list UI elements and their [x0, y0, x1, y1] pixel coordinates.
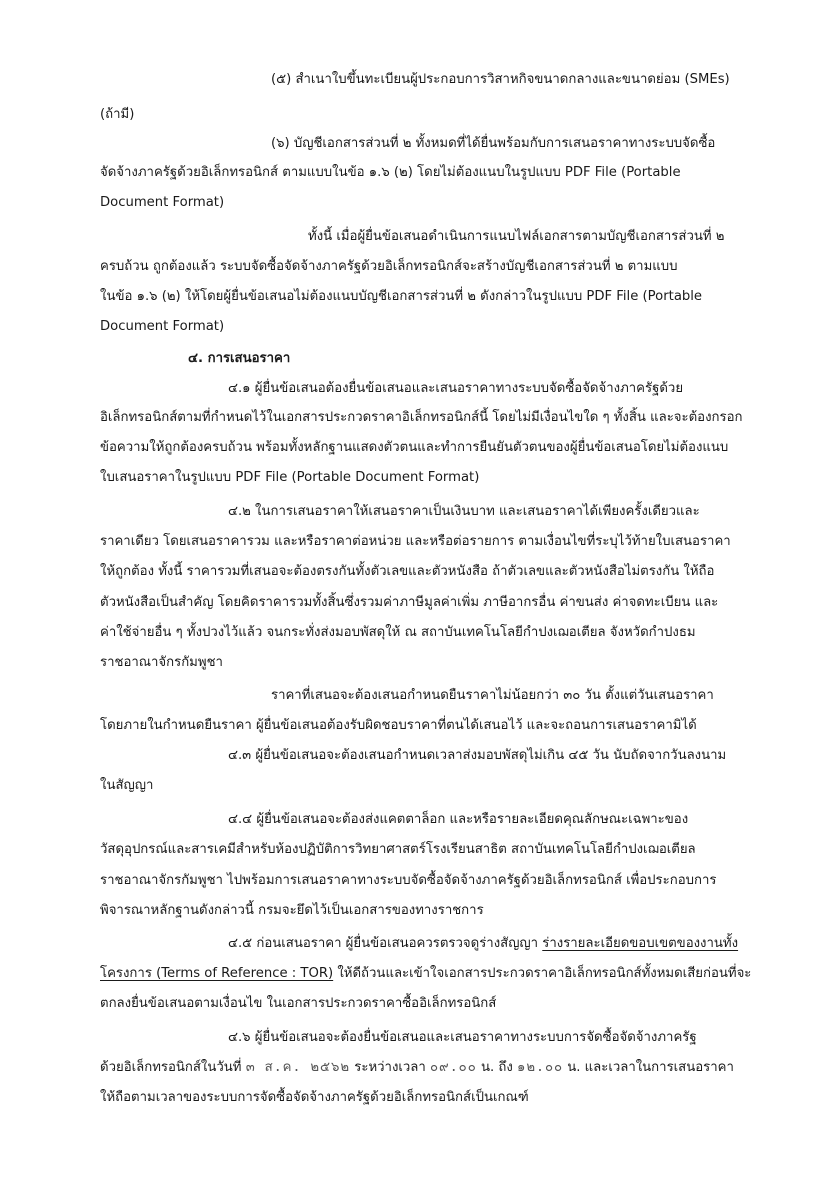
s41-line-2: อิเล็กทรอนิกส์ตามที่กำหนดไว้ในเอกสารประกวดราคาอิเล็กทรอนิกส์นี้ โดยไม่มีเงื่อนไขใด ๆ ทั้งสิ้น และจะต้องกรอก	[100, 410, 743, 425]
s42-line-1: ๔.๒ ในการเสนอราคาให้เสนอราคาเป็นเงินบาท และเสนอราคาได้เพียงครั้งเดียวและ	[228, 504, 700, 519]
date-stamp: ๓ ส.ค. ๒๕๖๒	[245, 1060, 351, 1075]
s42-validity-line-2: โดยภายในกำหนดยืนราคา ผู้ยื่นข้อเสนอต้องรับผิดชอบราคาที่ตนได้เสนอไว้ และจะถอนการเสนอราคามิได้	[100, 718, 697, 733]
time-end-stamp: ๑๒.๐๐	[516, 1060, 564, 1075]
s46-time-label: ระหว่างเวลา	[350, 1060, 430, 1075]
section-heading: ๔. การเสนอราคา	[188, 351, 291, 366]
s46-to-label: น. ถึง	[476, 1060, 517, 1075]
s44-line-3: ราชอาณาจักรกัมพูชา ไปพร้อมการเสนอราคาทางระบบจัดซื้อจัดจ้างภาครัฐด้วยอิเล็กทรอนิกส์ เพื่อประกอบการ	[100, 873, 717, 888]
s42-line-4: ตัวหนังสือเป็นสำคัญ โดยคิดราคารวมทั้งสิ้นซึ่งรวมค่าภาษีมูลค่าเพิ่ม ภาษีอากรอื่น ค่าขนส่ง ค่าจดทะเบียน และ	[100, 595, 719, 610]
s44-line-2: วัสดุอุปกรณ์และสารเคมีสำหรับห้องปฏิบัติการวิทยาศาสตร์โรงเรียนสาธิต สถาบันเทคโนโลยีกำปงเฌอเตียล	[100, 842, 696, 857]
s42-line-5: ค่าใช้จ่ายอื่น ๆ ทั้งปวงไว้แล้ว จนกระทั่งส่งมอบพัสดุให้ ณ สถาบันเทคโนโลยีกำปงเฌอเตียล จังหวัดกำปงธม	[100, 625, 696, 640]
note-line-4: Document Format)	[100, 319, 225, 334]
note-line-3: ในข้อ ๑.๖ (๒) ให้โดยผู้ยื่นข้อเสนอไม่ต้องแนบบัญชีเอกสารส่วนที่ ๒ ดังกล่าวในรูปแบบ PDF File (Portable	[100, 289, 703, 304]
item-5-line-2: (ถ้ามี)	[100, 107, 135, 122]
s45-tor-link-part-2: โครงการ (Terms of Reference : TOR)	[100, 966, 334, 981]
item-6-line-1: (๖) บัญชีเอกสารส่วนที่ ๒ ทั้งหมดที่ได้ยื่นพร้อมกับการเสนอราคาทางระบบจัดซื้อ	[271, 136, 716, 151]
note-line-2: ครบถ้วน ถูกต้องแล้ว ระบบจัดซื้อจัดจ้างภาครัฐด้วยอิเล็กทรอนิกส์จะสร้างบัญชีเอกสารส่วนที่ ๒ ตามแบบ	[100, 259, 678, 274]
s43-line-2: ในสัญญา	[100, 778, 154, 793]
s41-line-1: ๔.๑ ผู้ยื่นข้อเสนอต้องยื่นข้อเสนอและเสนอราคาทางระบบจัดซื้อจัดจ้างภาครัฐด้วย	[228, 381, 684, 396]
s45-tor-link-part-1: ร่างรายละเอียดขอบเขตของงานทั้ง	[542, 936, 739, 951]
s45-line-1-text: ๔.๕ ก่อนเสนอราคา ผู้ยื่นข้อเสนอควรตรวจดูร่างสัญญา	[228, 936, 543, 951]
s42-line-3: ให้ถูกต้อง ทั้งนี้ ราคารวมที่เสนอจะต้องตรงกันทั้งตัวเลขและตัวหนังสือ ถ้าตัวเลขและตัวหนังสือไม่ตรงกัน ให้ถือ	[100, 564, 715, 579]
s46-date-label: ด้วยอิเล็กทรอนิกส์ในวันที่	[100, 1060, 246, 1075]
s45-line-2-text: ให้ดีถ้วนและเข้าใจเอกสารประกวดราคาอิเล็กทรอนิกส์ทั้งหมดเสียก่อนที่จะ	[333, 966, 752, 981]
s45-line-2	[100, 964, 751, 984]
s41-line-4: ใบเสนอราคาในรูปแบบ PDF File (Portable Document Format)	[100, 470, 480, 485]
s45-line-3: ตกลงยื่นข้อเสนอตามเงื่อนไข ในเอกสารประกวดราคาซื้ออิเล็กทรอนิกส์	[100, 996, 497, 1011]
s46-line-1: ๔.๖ ผู้ยื่นข้อเสนอจะต้องยื่นข้อเสนอและเสนอราคาทางระบบการจัดซื้อจัดจ้างภาครัฐ	[228, 1030, 697, 1045]
s45-line-1	[228, 934, 738, 954]
s42-line-6: ราชอาณาจักรกัมพูชา	[100, 655, 223, 670]
s46-line-2-tail: น. และเวลาในการเสนอราคา	[563, 1060, 734, 1075]
s44-line-4: พิจารณาหลักฐานดังกล่าวนี้ กรมจะยึดไว้เป็นเอกสารของทางราชการ	[100, 903, 484, 918]
item-6-line-3: Document Format)	[100, 195, 225, 210]
note-line-1: ทั้งนี้ เมื่อผู้ยื่นข้อเสนอดำเนินการแนบไฟล์เอกสารตามบัญชีเอกสารส่วนที่ ๒	[308, 229, 725, 244]
item-6-line-2: จัดจ้างภาครัฐด้วยอิเล็กทรอนิกส์ ตามแบบในข้อ ๑.๖ (๒) โดยไม่ต้องแนบในรูปแบบ PDF File (Portable	[100, 165, 681, 180]
item-5-line-1: (๕) สำเนาใบขึ้นทะเบียนผู้ประกอบการวิสาหกิจขนาดกลางและขนาดย่อม (SMEs)	[271, 72, 730, 87]
s42-line-2: ราคาเดียว โดยเสนอราคารวม และหรือราคาต่อหน่วย และหรือต่อรายการ ตามเงื่อนไขที่ระบุไว้ท้ายใบเสนอราคา	[100, 534, 731, 549]
s43-line-1: ๔.๓ ผู้ยื่นข้อเสนอจะต้องเสนอกำหนดเวลาส่งมอบพัสดุไม่เกิน ๔๕ วัน นับถัดจากวันลงนาม	[228, 748, 727, 763]
s44-line-1: ๔.๔ ผู้ยื่นข้อเสนอจะต้องส่งแคตตาล็อก และหรือรายละเอียดคุณลักษณะเฉพาะของ	[228, 812, 689, 827]
s46-line-3: ให้ถือตามเวลาของระบบการจัดซื้อจัดจ้างภาครัฐด้วยอิเล็กทรอนิกส์เป็นเกณฑ์	[100, 1090, 529, 1105]
time-start-stamp: ๐๙.๐๐	[430, 1060, 477, 1075]
s46-line-2	[100, 1058, 734, 1078]
s41-line-3: ข้อความให้ถูกต้องครบถ้วน พร้อมทั้งหลักฐานแสดงตัวตนและทำการยืนยันตัวตนของผู้ยื่นข้อเสนอโดยไม่ต้องแนบ	[100, 440, 729, 455]
s42-validity-line-1: ราคาที่เสนอจะต้องเสนอกำหนดยืนราคาไม่น้อยกว่า ๓๐ วัน ตั้งแต่วันเสนอราคา	[271, 688, 714, 703]
